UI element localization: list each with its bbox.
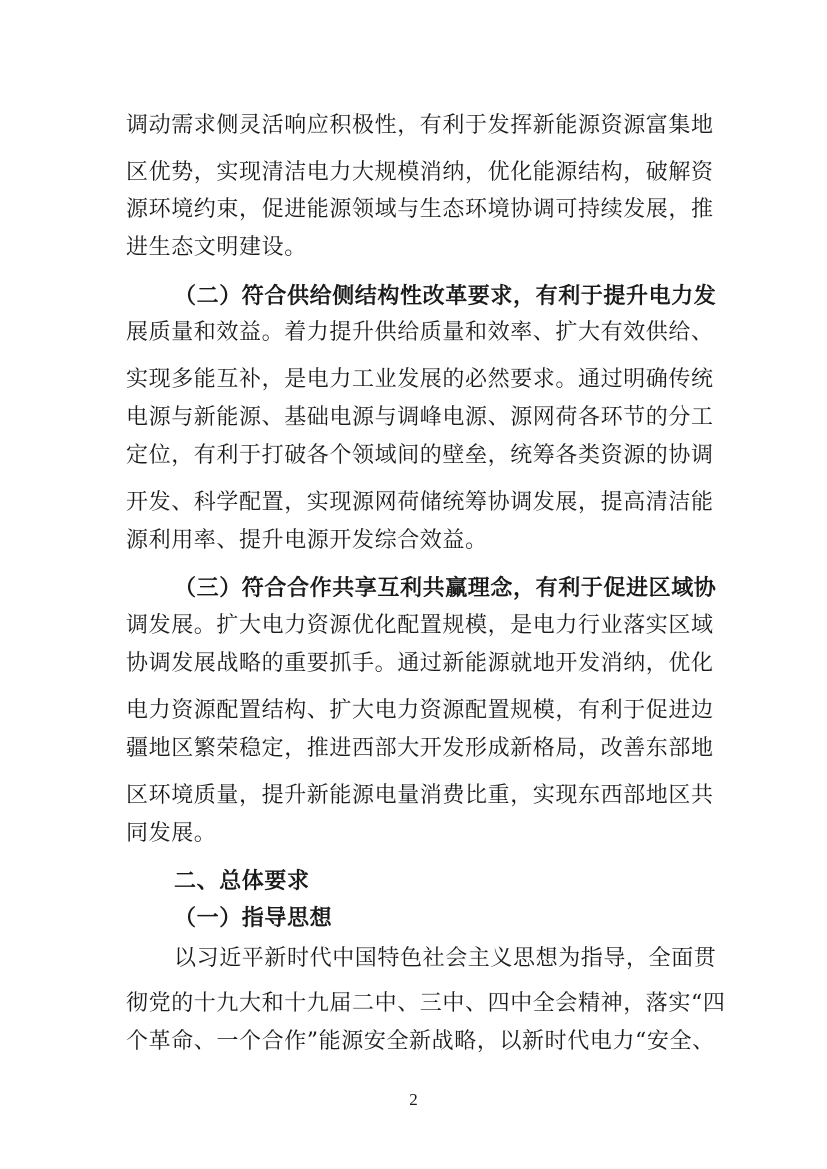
paragraph-line: 实现多能互补，是电力工业发展的必然要求。通过明确传统	[126, 367, 714, 392]
paragraph-line: 疆地区繁荣稳定，推进西部大开发形成新格局，改善东部地	[126, 736, 714, 761]
page-number: 2	[409, 1090, 418, 1109]
section-heading-three: （三）符合合作共享互利共赢理念，有利于促进区域协	[174, 575, 717, 601]
section-heading-two: （二）符合供给侧结构性改革要求，有利于提升电力发	[174, 283, 717, 309]
paragraph-line: 开发、科学配置，实现源网荷储统筹协调发展，提高清洁能	[126, 490, 714, 515]
paragraph-line: 协调发展战略的重要抓手。通过新能源就地开发消纳，优化	[126, 651, 714, 676]
paragraph-line: 展质量和效益。着力提升供给质量和效率、扩大有效供给、	[126, 320, 714, 345]
paragraph-line: 进生态文明建设。	[126, 235, 307, 260]
paragraph-line: 区环境质量，提升新能源电量消费比重，实现东西部地区共	[126, 783, 714, 808]
chapter-heading: 二、总体要求	[174, 868, 310, 894]
paragraph-line: 调动需求侧灵活响应积极性，有利于发挥新能源资源富集地	[126, 113, 714, 138]
paragraph-line: 电源与新能源、基础电源与调峰电源、源网荷各环节的分工	[126, 405, 714, 430]
paragraph-line: 个革命、一个合作”能源安全新战略，以新时代电力“安全、	[126, 1029, 715, 1054]
subsection-heading: （一）指导思想	[174, 905, 333, 931]
paragraph-line: 区优势，实现清洁电力大规模消纳，优化能源结构，破解资	[126, 160, 714, 185]
paragraph-line: 同发展。	[126, 821, 217, 846]
paragraph-line: 以习近平新时代中国特色社会主义思想为指导，全面贯	[174, 946, 717, 971]
paragraph-line: 电力资源配置结构、扩大电力资源配置规模，有利于促进边	[126, 698, 714, 723]
paragraph-line: 调发展。扩大电力资源优化配置规模，是电力行业落实区域	[126, 613, 714, 638]
paragraph-line: 源环境约束，促进能源领域与生态环境协调可持续发展，推	[126, 197, 714, 222]
paragraph-line: 彻党的十九大和十九届二中、三中、四中全会精神，落实“四	[126, 991, 726, 1016]
paragraph-line: 定位，有利于打破各个领域间的壁垒，统筹各类资源的协调	[126, 443, 714, 468]
paragraph-line: 源利用率、提升电源开发综合效益。	[126, 528, 488, 553]
